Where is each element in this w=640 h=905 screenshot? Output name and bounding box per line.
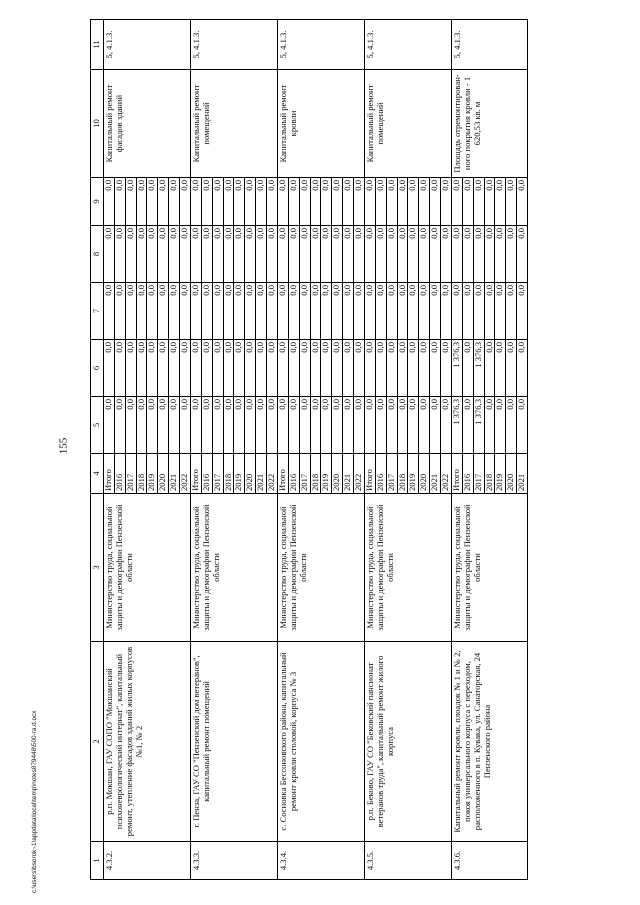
value-cell: 0,0 (408, 397, 419, 454)
value-cell: 0,0 (267, 283, 278, 340)
value-cell: 0,0 (136, 178, 147, 226)
year-cell: 2018 (310, 454, 321, 494)
value-cell: 0,0 (517, 340, 528, 397)
value-cell: 0,0 (256, 340, 267, 397)
value-cell: 0,0 (147, 397, 158, 454)
reference: 5, 4.1.3. (451, 20, 527, 70)
value-cell: 0,0 (473, 178, 484, 226)
value-cell: 0,0 (103, 226, 114, 283)
year-cell: 2021 (343, 454, 354, 494)
value-cell: 0,0 (473, 226, 484, 283)
executor: Министерство труда, социальной защиты и демографии Пензенской области (190, 494, 277, 642)
value-cell: 0,0 (234, 340, 245, 397)
year-cell: 2021 (256, 454, 267, 494)
value-cell: 0,0 (430, 397, 441, 454)
value-cell: 0,0 (441, 178, 452, 226)
value-cell: 1 376,3 (451, 340, 462, 397)
year-cell: 2017 (212, 454, 223, 494)
value-cell: 0,0 (462, 397, 473, 454)
value-cell: 0,0 (277, 226, 288, 283)
value-cell: 0,0 (343, 283, 354, 340)
value-cell: 0,0 (158, 340, 169, 397)
value-cell: 0,0 (430, 226, 441, 283)
value-cell: 0,0 (201, 397, 212, 454)
year-cell: 2020 (158, 454, 169, 494)
value-cell: 0,0 (451, 226, 462, 283)
value-cell: 0,0 (277, 397, 288, 454)
footer-path: c:\users\bsorok~1\appdata\local\temp\notes879448\500-ra.d.ocx (31, 710, 38, 893)
year-cell: 2018 (223, 454, 234, 494)
year-cell: 2022 (267, 454, 278, 494)
value-cell: 0,0 (125, 283, 136, 340)
value-cell: 0,0 (212, 178, 223, 226)
value-cell: 0,0 (386, 283, 397, 340)
value-cell: 0,0 (147, 283, 158, 340)
year-cell: 2022 (180, 454, 191, 494)
value-cell: 0,0 (321, 178, 332, 226)
value-cell: 0,0 (354, 226, 365, 283)
value-cell: 0,0 (375, 226, 386, 283)
value-cell: 0,0 (408, 283, 419, 340)
value-cell: 0,0 (136, 397, 147, 454)
value-cell: 0,0 (256, 226, 267, 283)
value-cell: 0,0 (299, 178, 310, 226)
column-header: 4 (91, 454, 104, 494)
year-cell: 2022 (441, 454, 452, 494)
value-cell: 0,0 (495, 340, 506, 397)
value-cell: 0,0 (364, 226, 375, 283)
value-cell: 0,0 (451, 178, 462, 226)
value-cell: 0,0 (158, 226, 169, 283)
value-cell: 0,0 (212, 226, 223, 283)
value-cell: 0,0 (451, 283, 462, 340)
value-cell: 0,0 (223, 226, 234, 283)
value-cell: 0,0 (310, 397, 321, 454)
value-cell: 0,0 (103, 178, 114, 226)
value-cell: 0,0 (419, 340, 430, 397)
year-cell: 2020 (419, 454, 430, 494)
value-cell: 0,0 (419, 397, 430, 454)
value-cell: 0,0 (169, 283, 180, 340)
value-cell: 0,0 (517, 226, 528, 283)
value-cell: 0,0 (354, 178, 365, 226)
measure-name: р.п. Мокшан, ГАУ СОПО "Мокшанский психоневрологический интернат", капитальный ремонт, утепление фасадов зданий жилых корпусов №1, № 2 (103, 642, 190, 842)
reference: 5, 4.1.3. (103, 20, 190, 70)
value-cell: 0,0 (158, 283, 169, 340)
value-cell: 0,0 (506, 226, 517, 283)
value-cell: 0,0 (245, 283, 256, 340)
value-cell: 0,0 (386, 340, 397, 397)
value-cell: 0,0 (397, 340, 408, 397)
value-cell: 0,0 (332, 340, 343, 397)
value-cell: 0,0 (180, 178, 191, 226)
value-cell: 0,0 (125, 226, 136, 283)
value-cell: 0,0 (190, 340, 201, 397)
measure-name: Капитальный ремонт кровли, плоадок № 1 и № 2, покоя универсального корпуса с переходом, расположенного в п. Кувака, ул. Санаторская, 24 Пензенского района (451, 642, 527, 842)
value-cell: 0,0 (267, 397, 278, 454)
column-header: 9 (91, 178, 104, 226)
value-cell: 0,0 (169, 178, 180, 226)
value-cell: 0,0 (256, 283, 267, 340)
year-cell: 2020 (332, 454, 343, 494)
value-cell: 0,0 (136, 283, 147, 340)
value-cell: 0,0 (321, 226, 332, 283)
value-cell: 0,0 (256, 178, 267, 226)
year-cell: 2017 (473, 454, 484, 494)
year-cell: 2017 (386, 454, 397, 494)
value-cell: 0,0 (484, 178, 495, 226)
value-cell: 0,0 (397, 226, 408, 283)
value-cell: 0,0 (234, 397, 245, 454)
value-cell: 0,0 (517, 178, 528, 226)
year-cell: Итого (190, 454, 201, 494)
value-cell: 0,0 (375, 178, 386, 226)
value-cell: 0,0 (277, 178, 288, 226)
value-cell: 0,0 (310, 178, 321, 226)
value-cell: 0,0 (288, 283, 299, 340)
value-cell: 0,0 (114, 283, 125, 340)
value-cell: 0,0 (484, 226, 495, 283)
value-cell: 0,0 (267, 226, 278, 283)
table-row (190, 20, 201, 880)
year-cell: 2019 (147, 454, 158, 494)
column-header: 2 (91, 642, 104, 842)
value-cell: 0,0 (180, 397, 191, 454)
value-cell: 1 376,3 (473, 397, 484, 454)
value-cell: 0,0 (180, 226, 191, 283)
year-cell: 2021 (517, 454, 528, 494)
result-description: Капитальный ремонт помещений (190, 70, 277, 178)
value-cell: 0,0 (419, 226, 430, 283)
value-cell: 0,0 (201, 226, 212, 283)
column-header: 7 (91, 283, 104, 340)
result-description: Площадь отремонтирован-ного покрытия кровли - 1 620,53 кв. м (451, 70, 527, 178)
value-cell: 0,0 (245, 340, 256, 397)
value-cell: 0,0 (484, 340, 495, 397)
value-cell: 0,0 (354, 283, 365, 340)
column-header: 11 (91, 20, 104, 70)
value-cell: 0,0 (386, 178, 397, 226)
value-cell: 0,0 (419, 283, 430, 340)
value-cell: 0,0 (201, 283, 212, 340)
value-cell: 0,0 (136, 340, 147, 397)
value-cell: 0,0 (212, 340, 223, 397)
value-cell: 0,0 (332, 178, 343, 226)
value-cell: 0,0 (245, 178, 256, 226)
row-number: 4.3.2. (103, 842, 190, 880)
value-cell: 0,0 (495, 397, 506, 454)
table-row (277, 20, 288, 880)
year-cell: 2018 (397, 454, 408, 494)
year-cell: 2022 (354, 454, 365, 494)
value-cell: 0,0 (310, 283, 321, 340)
value-cell: 0,0 (517, 397, 528, 454)
value-cell: 0,0 (321, 283, 332, 340)
value-cell: 0,0 (299, 340, 310, 397)
value-cell: 0,0 (506, 178, 517, 226)
value-cell: 0,0 (441, 397, 452, 454)
value-cell: 0,0 (288, 397, 299, 454)
year-cell: 2021 (169, 454, 180, 494)
year-cell: 2019 (321, 454, 332, 494)
measure-name: с. Сосновка Бессоновского района, капитальный ремонт кровли столовой, корпуса № 3 (277, 642, 364, 842)
value-cell: 0,0 (408, 178, 419, 226)
value-cell: 0,0 (343, 397, 354, 454)
value-cell: 0,0 (158, 397, 169, 454)
value-cell: 0,0 (310, 340, 321, 397)
value-cell: 0,0 (288, 178, 299, 226)
value-cell: 0,0 (506, 340, 517, 397)
year-cell: 2021 (430, 454, 441, 494)
year-cell: 2016 (201, 454, 212, 494)
table-row (451, 20, 462, 880)
value-cell: 0,0 (147, 178, 158, 226)
value-cell: 0,0 (441, 283, 452, 340)
value-cell: 0,0 (419, 178, 430, 226)
value-cell: 1 376,3 (473, 340, 484, 397)
result-description: Капитальный ремонт кровли (277, 70, 364, 178)
year-cell: 2018 (136, 454, 147, 494)
reference: 5, 4.1.3. (190, 20, 277, 70)
value-cell: 0,0 (332, 283, 343, 340)
value-cell: 0,0 (332, 397, 343, 454)
value-cell: 0,0 (169, 340, 180, 397)
value-cell: 0,0 (310, 226, 321, 283)
value-cell: 0,0 (125, 397, 136, 454)
result-description: Капитальный ремонт помещений (364, 70, 451, 178)
value-cell: 0,0 (125, 178, 136, 226)
value-cell: 0,0 (386, 397, 397, 454)
value-cell: 0,0 (484, 397, 495, 454)
value-cell: 0,0 (180, 340, 191, 397)
value-cell: 0,0 (299, 397, 310, 454)
column-header: 8 (91, 226, 104, 283)
value-cell: 0,0 (299, 226, 310, 283)
value-cell: 0,0 (364, 178, 375, 226)
value-cell: 0,0 (267, 340, 278, 397)
value-cell: 0,0 (103, 397, 114, 454)
value-cell: 0,0 (267, 178, 278, 226)
value-cell: 0,0 (169, 226, 180, 283)
value-cell: 0,0 (223, 340, 234, 397)
value-cell: 0,0 (169, 397, 180, 454)
value-cell: 0,0 (147, 340, 158, 397)
value-cell: 0,0 (354, 397, 365, 454)
value-cell: 0,0 (495, 226, 506, 283)
column-header: 1 (91, 842, 104, 880)
value-cell: 0,0 (364, 397, 375, 454)
value-cell: 0,0 (277, 340, 288, 397)
value-cell: 0,0 (462, 226, 473, 283)
table-row (103, 20, 114, 880)
value-cell: 0,0 (364, 283, 375, 340)
value-cell: 0,0 (234, 283, 245, 340)
value-cell: 0,0 (288, 226, 299, 283)
year-cell: Итого (277, 454, 288, 494)
value-cell: 0,0 (245, 397, 256, 454)
value-cell: 0,0 (277, 283, 288, 340)
value-cell: 0,0 (408, 340, 419, 397)
value-cell: 0,0 (430, 283, 441, 340)
value-cell: 0,0 (441, 226, 452, 283)
year-cell: 2017 (299, 454, 310, 494)
row-number: 4.3.4. (277, 842, 364, 880)
year-cell: 2020 (245, 454, 256, 494)
value-cell: 0,0 (223, 283, 234, 340)
executor: Министерство труда, социальной защиты и демографии Пензенской области (364, 494, 451, 642)
table-row (364, 20, 375, 880)
value-cell: 0,0 (125, 340, 136, 397)
executor: Министерство труда, социальной защиты и демографии Пензенской области (451, 494, 527, 642)
program-table (90, 19, 528, 880)
value-cell: 0,0 (288, 340, 299, 397)
value-cell: 0,0 (386, 226, 397, 283)
table-body (103, 20, 527, 880)
value-cell: 0,0 (114, 397, 125, 454)
reference: 5, 4.1.3. (364, 20, 451, 70)
year-cell: Итого (364, 454, 375, 494)
value-cell: 0,0 (201, 178, 212, 226)
year-cell: 2020 (506, 454, 517, 494)
value-cell: 0,0 (103, 283, 114, 340)
value-cell: 0,0 (223, 178, 234, 226)
value-cell: 0,0 (408, 226, 419, 283)
value-cell: 0,0 (462, 178, 473, 226)
value-cell: 0,0 (332, 226, 343, 283)
value-cell: 0,0 (506, 283, 517, 340)
value-cell: 0,0 (375, 340, 386, 397)
header-row (91, 20, 104, 880)
value-cell: 0,0 (343, 226, 354, 283)
value-cell: 0,0 (506, 397, 517, 454)
value-cell: 0,0 (397, 283, 408, 340)
value-cell: 0,0 (234, 226, 245, 283)
year-cell: 2017 (125, 454, 136, 494)
value-cell: 0,0 (158, 178, 169, 226)
year-cell: Итого (451, 454, 462, 494)
value-cell: 0,0 (495, 178, 506, 226)
value-cell: 0,0 (462, 340, 473, 397)
value-cell: 0,0 (190, 397, 201, 454)
year-cell: 2016 (288, 454, 299, 494)
value-cell: 0,0 (354, 340, 365, 397)
executor: Министерство труда, социальной защиты и демографии Пензенской области (277, 494, 364, 642)
reference: 5, 4.1.3. (277, 20, 364, 70)
result-description: Капитальный ремонт фасадов зданий (103, 70, 190, 178)
value-cell: 0,0 (180, 283, 191, 340)
value-cell: 0,0 (256, 397, 267, 454)
row-number: 4.3.3. (190, 842, 277, 880)
executor: Министерство труда, социальной защиты и демографии Пензенской области (103, 494, 190, 642)
column-header: 5 (91, 397, 104, 454)
column-header: 3 (91, 494, 104, 642)
value-cell: 0,0 (484, 283, 495, 340)
measure-name: г. Пенза, ГАУ СО "Пензенский дом ветеранов", капитальный ремонт помещений (190, 642, 277, 842)
column-header: 10 (91, 70, 104, 178)
year-cell: 2019 (234, 454, 245, 494)
value-cell: 0,0 (223, 397, 234, 454)
value-cell: 0,0 (201, 340, 212, 397)
year-cell: 2019 (495, 454, 506, 494)
value-cell: 0,0 (430, 340, 441, 397)
value-cell: 0,0 (103, 340, 114, 397)
row-number: 4.3.6. (451, 842, 527, 880)
value-cell: 0,0 (473, 283, 484, 340)
value-cell: 0,0 (430, 178, 441, 226)
year-cell: 2016 (375, 454, 386, 494)
value-cell: 0,0 (234, 178, 245, 226)
value-cell: 0,0 (321, 397, 332, 454)
year-cell: Итого (103, 454, 114, 494)
value-cell: 0,0 (114, 340, 125, 397)
value-cell: 0,0 (245, 226, 256, 283)
value-cell: 0,0 (343, 340, 354, 397)
value-cell: 0,0 (212, 397, 223, 454)
page-number: 155 (57, 437, 70, 455)
value-cell: 0,0 (190, 178, 201, 226)
row-number: 4.3.5. (364, 842, 451, 880)
value-cell: 0,0 (190, 283, 201, 340)
year-cell: 2019 (408, 454, 419, 494)
value-cell: 0,0 (114, 178, 125, 226)
value-cell: 0,0 (321, 340, 332, 397)
value-cell: 0,0 (397, 178, 408, 226)
value-cell: 0,0 (462, 283, 473, 340)
value-cell: 0,0 (441, 340, 452, 397)
rotated-table-container (90, 20, 620, 880)
value-cell: 0,0 (136, 226, 147, 283)
column-header: 6 (91, 340, 104, 397)
value-cell: 0,0 (495, 283, 506, 340)
value-cell: 0,0 (212, 283, 223, 340)
measure-name: р.п. Беково, ГАУ СО "Бековский пансионат ветеранов труда", капитальный ремонт жилого корпуса (364, 642, 451, 842)
value-cell: 0,0 (190, 226, 201, 283)
value-cell: 1 376,3 (451, 397, 462, 454)
value-cell: 0,0 (364, 340, 375, 397)
year-cell: 2016 (462, 454, 473, 494)
value-cell: 0,0 (517, 283, 528, 340)
value-cell: 0,0 (147, 226, 158, 283)
value-cell: 0,0 (375, 397, 386, 454)
year-cell: 2016 (114, 454, 125, 494)
value-cell: 0,0 (343, 178, 354, 226)
value-cell: 0,0 (114, 226, 125, 283)
value-cell: 0,0 (299, 283, 310, 340)
year-cell: 2018 (484, 454, 495, 494)
value-cell: 0,0 (397, 397, 408, 454)
value-cell: 0,0 (375, 283, 386, 340)
